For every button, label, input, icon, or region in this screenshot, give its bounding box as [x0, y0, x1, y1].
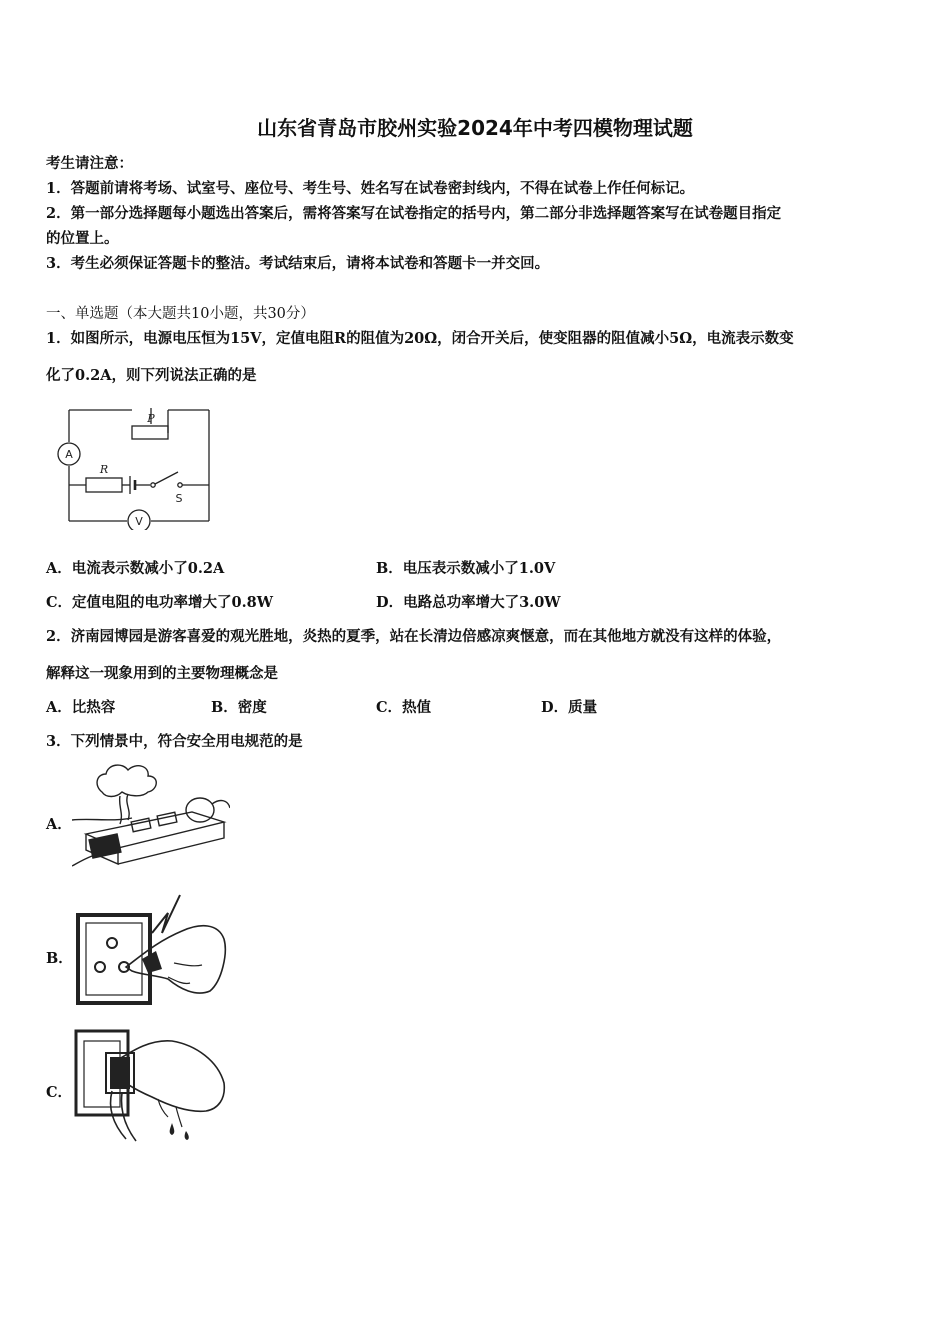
- q2-option-b: B．密度: [211, 699, 267, 716]
- q1-option-c: C．定值电阻的电功率增大了0.8W: [46, 594, 274, 611]
- notice-item-3: 3．考生必须保证答题卡的整洁。考试结束后，请将本试卷和答题卡一并交回。: [46, 255, 550, 272]
- q1-option-d: D．电路总功率增大了3.0W: [376, 594, 561, 611]
- page-title: 山东省青岛市胶州实验2024年中考四模物理试题: [257, 116, 693, 140]
- ammeter-label: A: [65, 448, 73, 461]
- section-heading: 一、单选题（本大题共10小题，共30分）: [46, 306, 315, 322]
- notice-item-2: 2．第一部分选择题每小题选出答案后，需将答案写在试卷指定的括号内，第二部分非选择题答案写在试卷题目指定: [46, 205, 782, 222]
- q2-stem-line2: 解释这一现象用到的主要物理概念是: [46, 665, 278, 682]
- q2-option-c: C．热值: [376, 699, 432, 716]
- socket-with-finger-illustration: [72, 893, 227, 1006]
- voltmeter-label: V: [135, 515, 143, 528]
- q1-option-a: A．电流表示数减小了0.2A: [46, 560, 225, 577]
- q2-option-a: A．比热容: [46, 699, 116, 716]
- q2-option-d: D．质量: [541, 699, 598, 716]
- q3-stem: 3．下列情景中，符合安全用电规范的是: [46, 733, 303, 750]
- q2-stem-line1: 2．济南园博园是游客喜爱的观光胜地，炎热的夏季，站在长清边倍感凉爽惬意，而在其他地方就没有这样的体验，: [46, 628, 782, 645]
- wet-hand-plug-illustration: [72, 1027, 229, 1143]
- burning-power-strip-illustration: [72, 760, 230, 868]
- circuit-diagram: [50, 402, 220, 530]
- notice-item-1: 1．答题前请将考场、试室号、座位号、考生号、姓名写在试卷密封线内，不得在试卷上作任何标记。: [46, 180, 695, 197]
- q1-stem-line1: 1．如图所示，电源电压恒为15V，定值电阻R的阻值为20Ω，闭合开关后，使变阻器的阻值减小5Ω，电流表示数变: [46, 330, 794, 347]
- q3-option-b-label: B．: [46, 950, 73, 967]
- notice-heading: 考生请注意：: [46, 155, 133, 172]
- q1-stem-line2: 化了0.2A，则下列说法正确的是: [46, 367, 257, 384]
- notice-item-2-cont: 的位置上。: [46, 230, 119, 247]
- rheostat-label: P: [147, 412, 155, 425]
- q3-option-c-label: C．: [46, 1084, 73, 1101]
- switch-label: S: [175, 492, 183, 505]
- q3-option-a-label: A．: [46, 816, 72, 833]
- resistor-label: R: [99, 463, 109, 476]
- q1-option-b: B．电压表示数减小了1.0V: [376, 560, 556, 577]
